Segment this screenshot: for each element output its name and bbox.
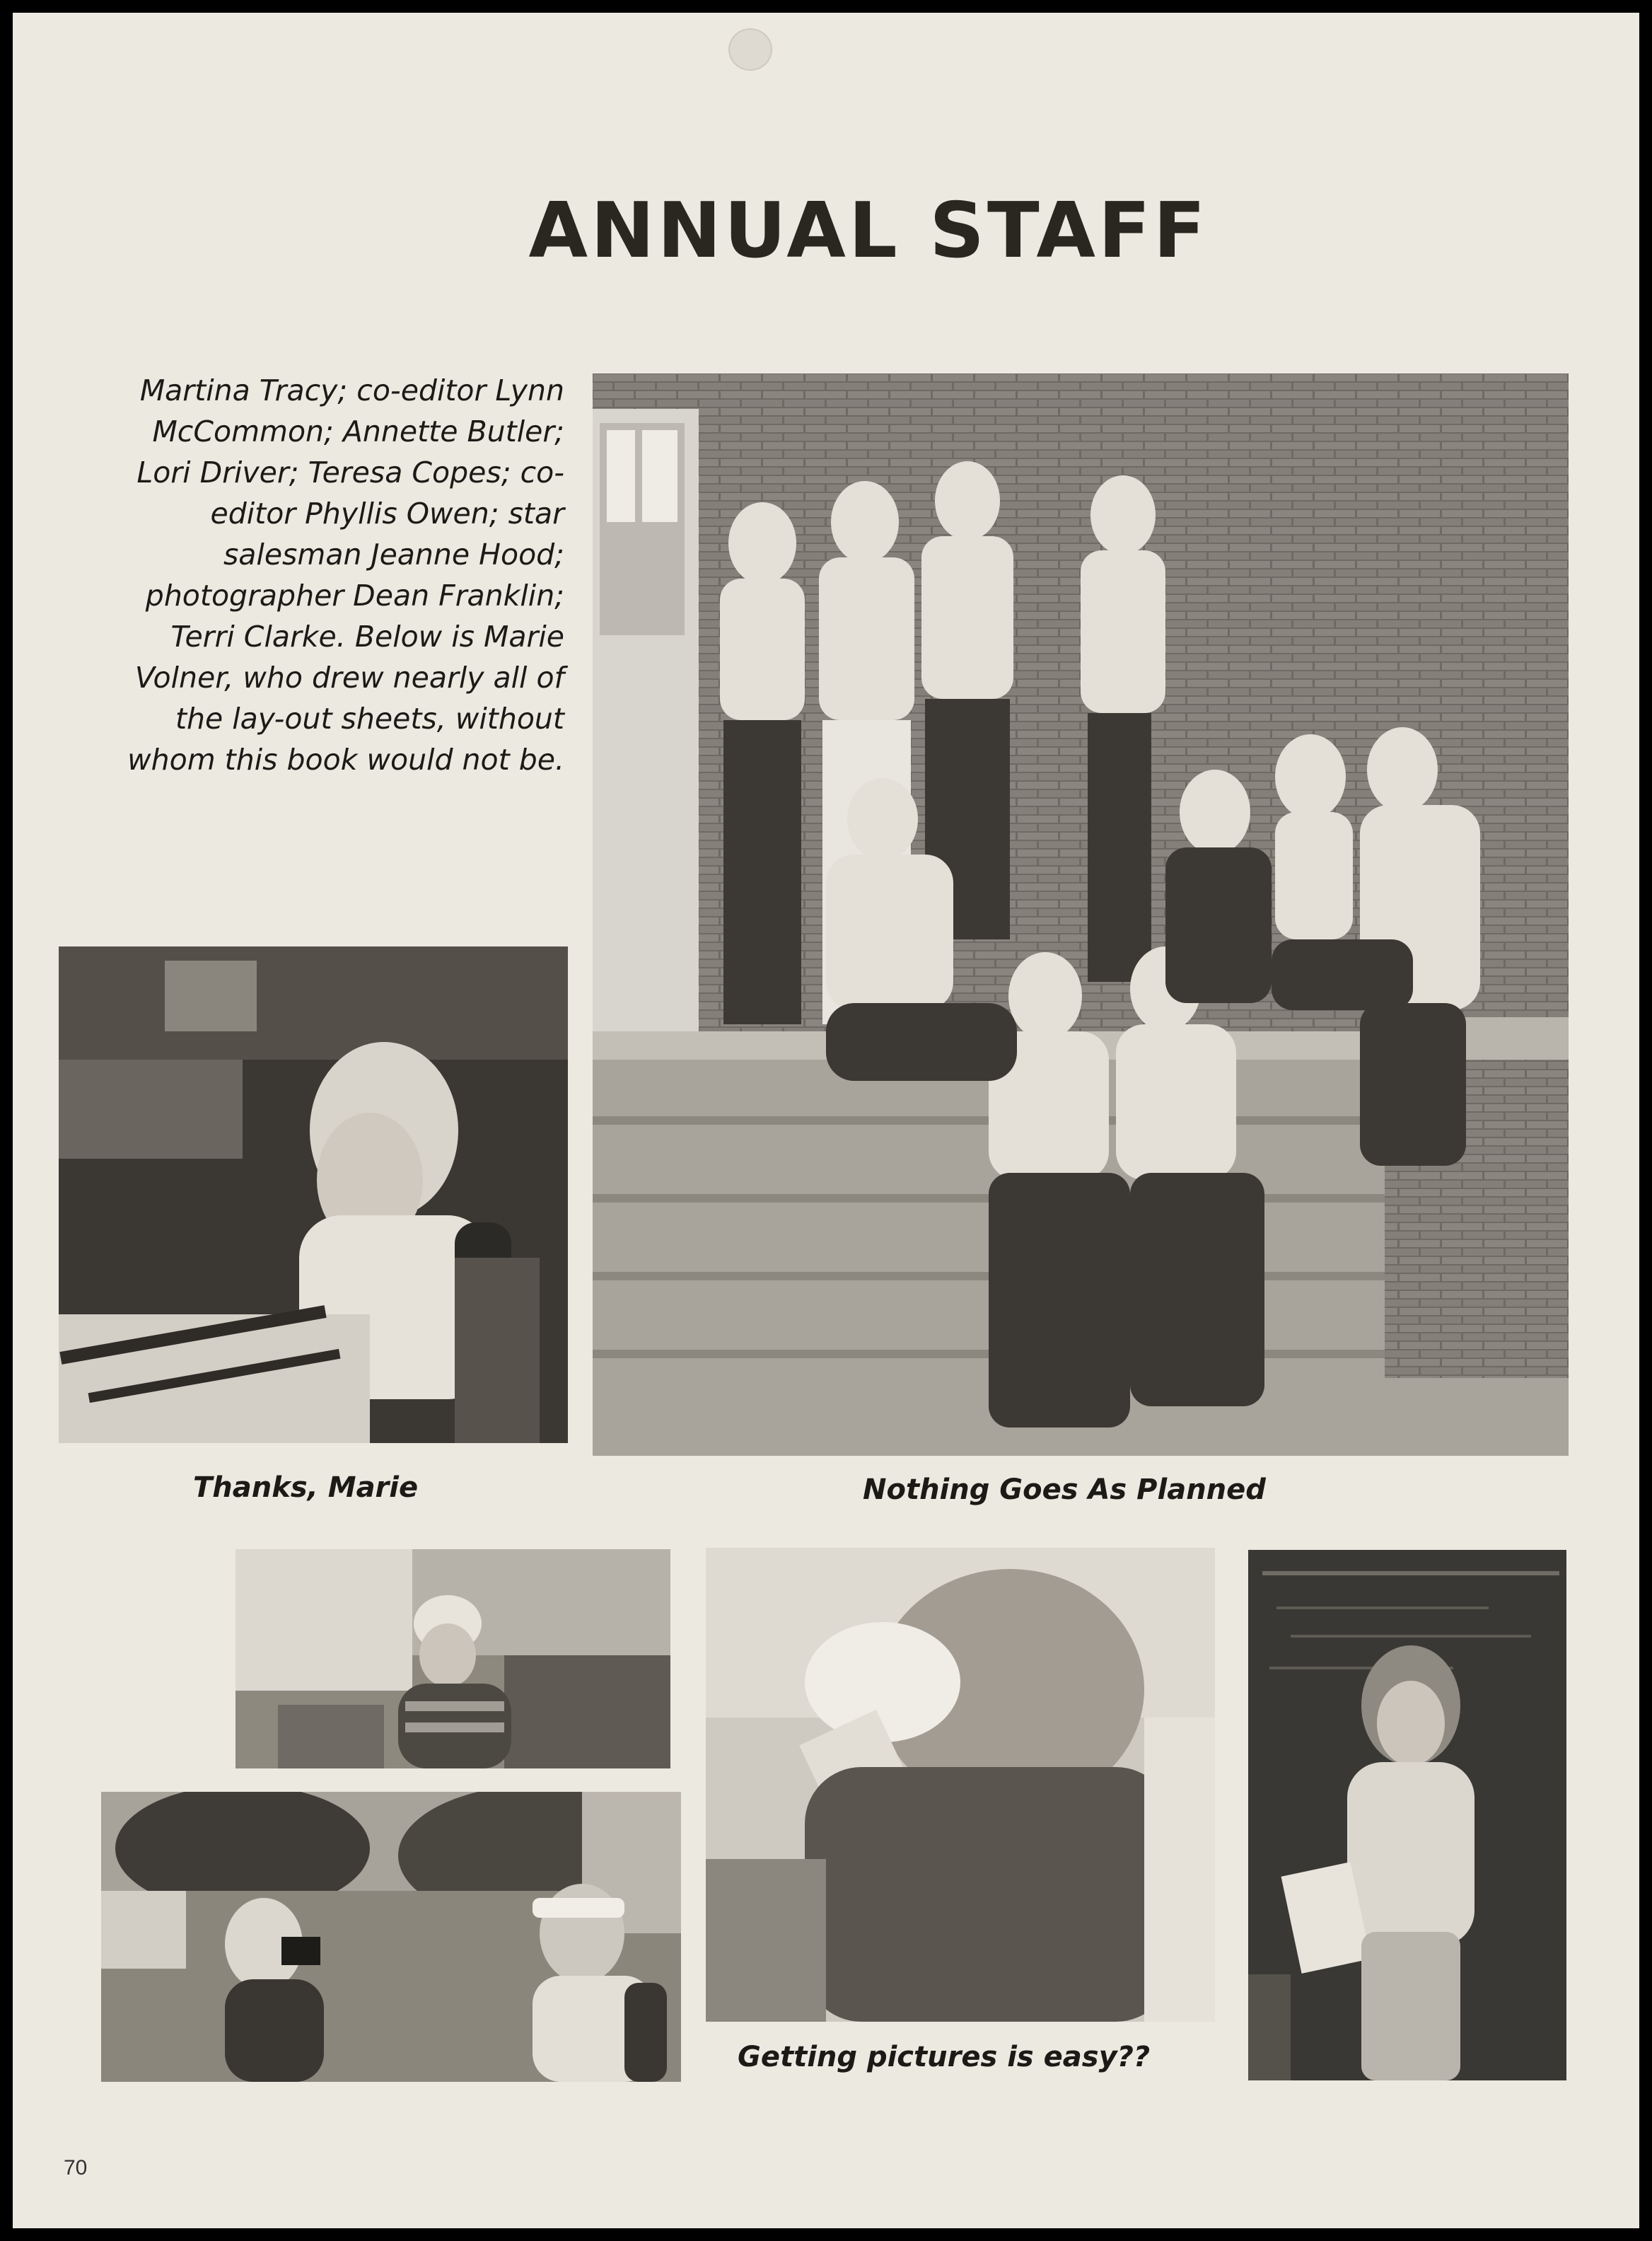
- marie-caption: Thanks, Marie: [193, 1471, 419, 1504]
- group-caption: Nothing Goes As Planned: [863, 1473, 1266, 1506]
- dean-photo: [235, 1549, 670, 1768]
- marie-photo: [59, 946, 568, 1443]
- ornament-mark: [728, 28, 772, 71]
- pictures-caption: Getting pictures is easy??: [738, 2041, 1151, 2073]
- camera-photo: [101, 1792, 681, 2082]
- group-photo: [593, 374, 1569, 1456]
- chalkboard-photo: [1248, 1550, 1566, 2080]
- page-title: ANNUAL STAFF: [528, 187, 1209, 275]
- page-number: 70: [64, 2156, 88, 2179]
- yearbook-page: [13, 13, 1639, 2228]
- staff-caption: Martina Tracy; co-editor Lynn McCommon; Annette Butler; Lori Driver; Teresa Copes; co-editor Phyllis Owen; star salesman Jeanne Hood; photographer Dean Franklin; Terri Clarke. Below is Marie Volner, who drew nearly all of the lay-out sheets, without whom this book would not be.: [127, 374, 564, 777]
- hand-photo: [706, 1548, 1215, 2022]
